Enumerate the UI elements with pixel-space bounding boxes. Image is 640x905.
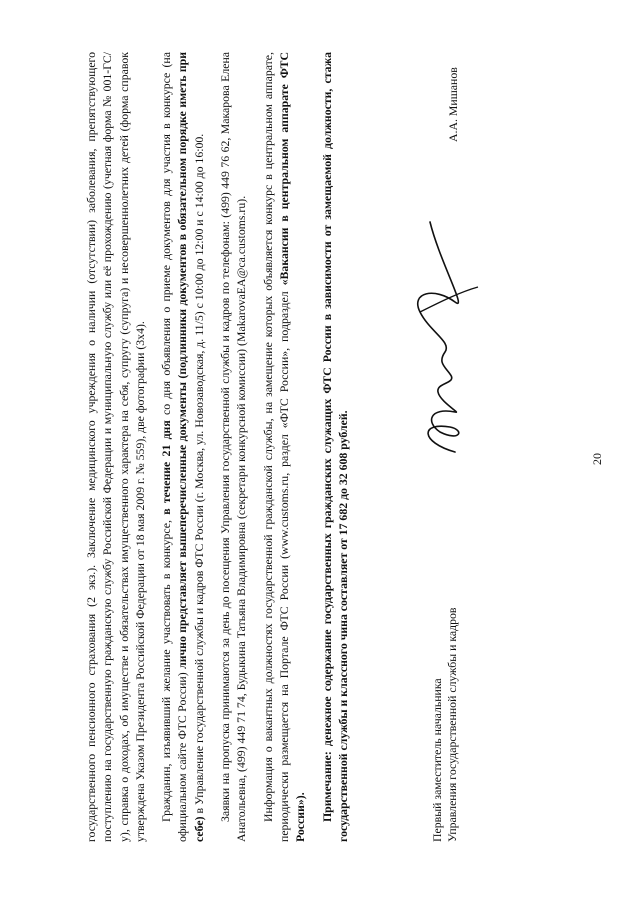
document-body: [83, 52, 361, 842]
paragraph-documents-list: государственного пенсионного страхования (2 экз.). Заключение медицинского учреждения о наличии (отсутствии) заболевания, препятствующего поступлению на государственную гражданскую службу Российской Федерации и муниципальную службу или её прохождению (учетная форма № 001-ГС/у), справка о доходах, об имуществе и обязательствах имущественного характера на себя, супругу (супруга) и несовершеннолетних детей (форма справок утверждена Указом Президента Российской Федерации от 18 мая 2009 г. № 559), две фотографии (3х4).: [84, 52, 147, 842]
signer-position: Первый заместитель начальника Управления государственной службы и кадров: [430, 607, 459, 842]
paragraph-submission: Гражданин, изъявивший желание участвовать в конкурсе, в течение 21 дня со дня объявления о приеме документов для участия в конкурсе (на официальном сайте ФТС России) лично представляет вышеперечисленные документы (подлинники документов в обязательном порядке иметь при себе) в Управление государственной службы и кадров ФТС России (г. Москва, ул. Новозаводская, д. 11/5) с 10:00 до 12:00 и с 14:00 до 16:00.: [159, 52, 206, 842]
handwritten-signature: [400, 212, 480, 462]
signature-block: [430, 52, 490, 842]
paragraph-pass-requests: Заявки на пропуска принимаются за день до посещения Управления государственной службы и кадров по телефонам: (499) 449 76 62, Макарова Елена Анатольевна, (499) 449 71 74, Будыкина Татьяна Владимировна (секретари конкурсной комиссии) (MakarovaEA@ca.customs.ru).: [218, 52, 249, 842]
page-number: 20: [590, 453, 604, 465]
paragraph-note: Примечание: денежное содержание государственных гражданских служащих ФТС России в зависимости от замещаемой должности, стажа государственной службы и классного чина составляет от 17 682 до 32 608 рублей.: [319, 51, 350, 842]
paragraph-vacancy-info: Информация о вакантных должностях государственной гражданской службы, на замещение которых объявляется конкурс в центральном аппарате, периодически размещается на Портале ФТС России (www.customs.ru, раздел «ФТС России», подраздел «Вакансии в центральном аппарате ФТС России»).: [260, 51, 308, 842]
signer-name: А.А. Мишанов: [446, 67, 460, 142]
